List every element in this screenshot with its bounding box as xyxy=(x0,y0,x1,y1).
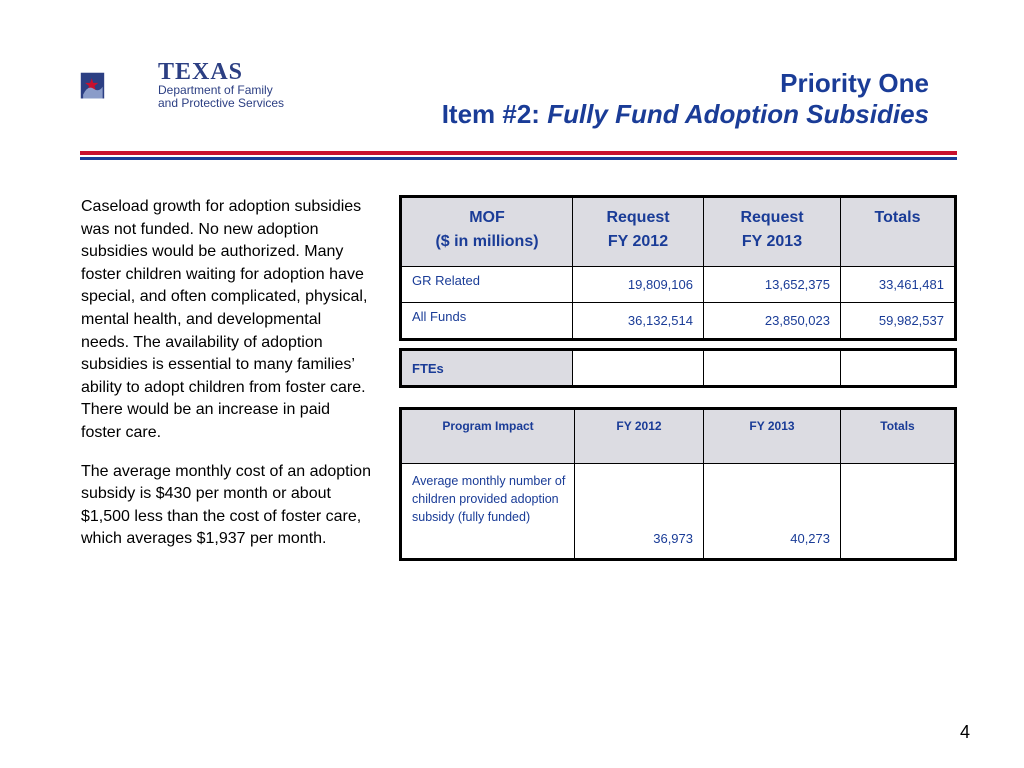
fy2012-value: 36,132,514 xyxy=(573,303,704,340)
fy2013-header-line1: Request xyxy=(740,209,804,226)
row-label: All Funds xyxy=(401,303,573,340)
impact-row-label: Average monthly number of children provided adoption subsidy (fully funded) xyxy=(401,464,575,560)
body-text xyxy=(81,196,371,567)
row-label: GR Related xyxy=(401,267,573,303)
page-number: 4 xyxy=(959,722,970,742)
title-line2 xyxy=(442,99,929,130)
title-line2-prefix: Item #2: xyxy=(441,99,548,129)
fte-total xyxy=(841,350,956,387)
divider-blue xyxy=(80,157,957,160)
title-line2-italic: Fully Fund Adoption Subsidies xyxy=(547,99,929,129)
fte-fy2012 xyxy=(573,350,704,387)
totals-header-line1: Totals xyxy=(874,209,921,226)
impact-header-totals: Totals xyxy=(841,409,956,464)
fte-label: FTEs xyxy=(401,350,573,387)
fy2012-value: 19,809,106 xyxy=(573,267,704,303)
mof-header-col xyxy=(401,197,573,267)
title-line1: Priority One xyxy=(780,68,929,98)
total-value: 59,982,537 xyxy=(841,303,956,340)
fy2012-header-col xyxy=(573,197,704,267)
fte-table xyxy=(399,348,957,388)
fte-fy2013 xyxy=(704,350,841,387)
totals-header-col xyxy=(841,197,956,267)
table-row xyxy=(401,350,956,387)
divider-red xyxy=(80,151,957,155)
fy2013-value: 13,652,375 xyxy=(704,267,841,303)
logo-texas: TEXAS xyxy=(158,59,244,85)
body-paragraph-2: The average monthly cost of an adoption subsidy is $430 per month or about $1,500 less than the cost of foster care, which averages $1,937 per month. xyxy=(81,462,371,548)
program-impact-table xyxy=(399,407,957,561)
mof-header-line1: MOF xyxy=(469,209,505,226)
fy2012-header-line1: Request xyxy=(606,209,670,226)
impact-header-fy2013: FY 2013 xyxy=(704,409,841,464)
impact-fy2013: 40,273 xyxy=(704,464,841,560)
logo-protective-services: and Protective Services xyxy=(158,96,285,110)
mof-table xyxy=(399,195,957,341)
body-paragraph-1: Caseload growth for adoption subsidies was not funded. No new adoption subsidies would be authorized. Many foster children waiting for adoption have special, and often complicated, physical, mental health, and developmental needs. The availability of adoption subsidies is essential to many families’ ability to adopt children from foster care. There would be an increase in paid foster care. xyxy=(81,198,368,441)
impact-fy2012: 36,973 xyxy=(575,464,704,560)
impact-total xyxy=(841,464,956,560)
mof-header-row xyxy=(401,197,956,267)
total-value: 33,461,481 xyxy=(841,267,956,303)
impact-header-fy2012: FY 2012 xyxy=(575,409,704,464)
fy2013-header-col xyxy=(704,197,841,267)
texas-dfps-logo-graphic xyxy=(80,48,160,124)
table-row xyxy=(401,464,956,560)
impact-header-program: Program Impact xyxy=(401,409,575,464)
fy2013-header-line2: FY 2013 xyxy=(741,233,803,250)
slide-title xyxy=(442,68,929,130)
mof-header-line2: ($ in millions) xyxy=(435,233,539,250)
logo-department: Department of Family xyxy=(158,83,273,97)
fy2013-value: 23,850,023 xyxy=(704,303,841,340)
table-row xyxy=(401,267,956,303)
table-row xyxy=(401,303,956,340)
impact-header-row xyxy=(401,409,956,464)
fy2012-header-line2: FY 2012 xyxy=(607,233,669,250)
